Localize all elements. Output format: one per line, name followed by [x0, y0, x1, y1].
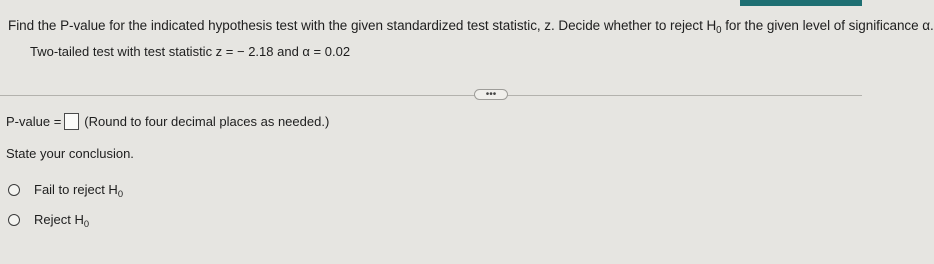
question-text: [8, 18, 934, 37]
question-text-part-1: Find the P-value for the indicated hypothesis test with the given standardized test statistic, z. Decide whether to reject H: [8, 18, 717, 33]
option-reject-subscript: 0: [83, 219, 90, 230]
h-subscript: 0: [716, 25, 722, 37]
section-divider: [0, 95, 862, 96]
radio-reject[interactable]: [8, 214, 20, 226]
option-fail-to-reject-subscript: 0: [117, 189, 124, 200]
option-fail-to-reject-text: Fail to reject H: [34, 182, 118, 197]
option-reject[interactable]: [8, 212, 90, 230]
option-fail-to-reject-label: [34, 182, 124, 200]
rounding-instruction: (Round to four decimal places as needed.): [84, 114, 330, 129]
radio-fail-to-reject[interactable]: [8, 184, 20, 196]
option-reject-label: [34, 212, 90, 230]
conclusion-prompt: State your conclusion.: [6, 146, 134, 161]
option-reject-text: Reject H: [34, 212, 84, 227]
divider-expand-handle[interactable]: •••: [474, 89, 508, 100]
p-value-row: [6, 113, 329, 130]
option-fail-to-reject[interactable]: [8, 182, 124, 200]
given-statement: Two-tailed test with test statistic z = − 2.18 and α = 0.02: [30, 44, 351, 59]
p-value-label: P-value =: [6, 114, 62, 129]
p-value-input[interactable]: [64, 113, 79, 130]
question-text-part-2: for the given level of significance α.: [721, 18, 934, 33]
header-accent-bar: [740, 0, 862, 6]
